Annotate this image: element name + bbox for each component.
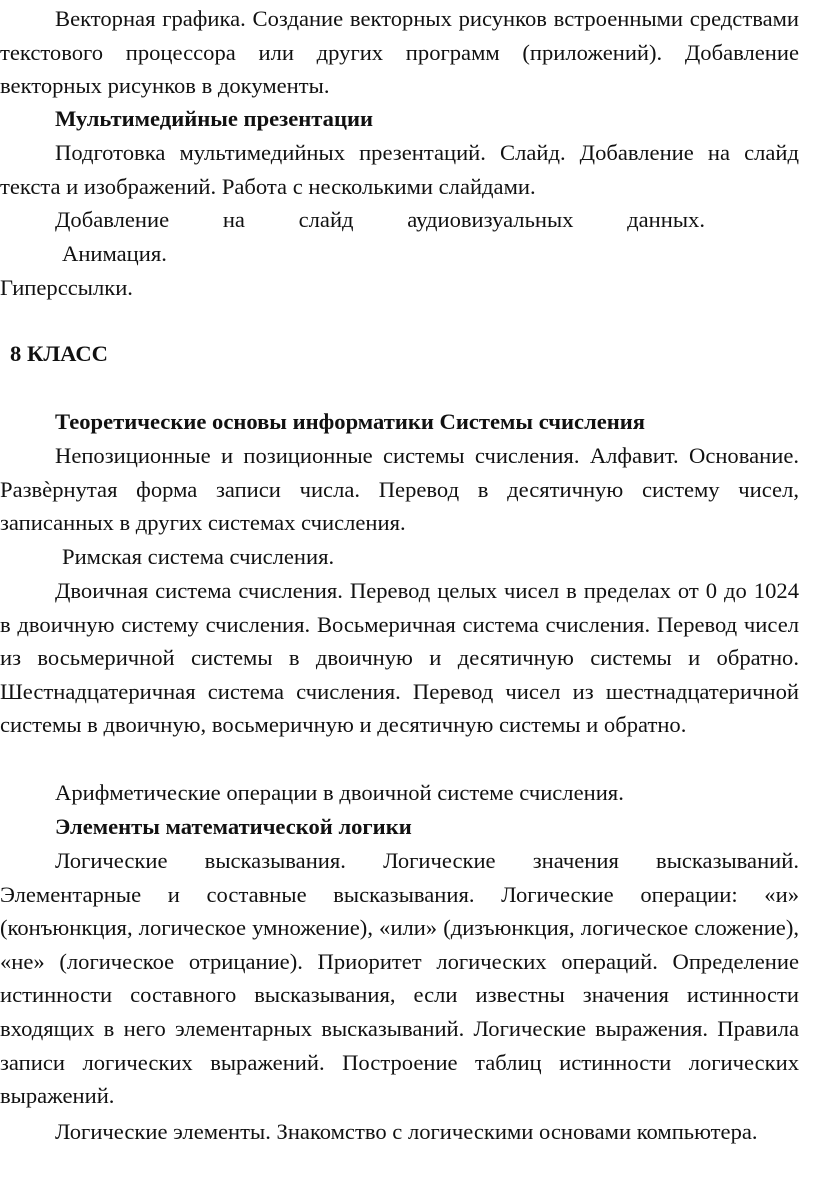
word: на [222, 207, 245, 232]
paragraph-numeral-systems: Непозиционные и позиционные системы счисления. Алфавит. Основание. Развѐрнутая форма записи числа. Перевод в десятичную систему чисел, записанных в других системах счисления. [0, 443, 799, 536]
paragraph-animation: Анимация. [62, 241, 167, 266]
word: Добавление [55, 207, 170, 232]
paragraph-hyperlinks: Гиперссылки. [0, 275, 133, 300]
paragraph-presentations: Подготовка мультимедийных презентаций. Слайд. Добавление на слайд текста и изображений. Работа с несколькими слайдами. [0, 140, 799, 199]
paragraph-logic-elements: Логические элементы. Знакомство с логическими основами компьютера. [55, 1119, 758, 1144]
paragraph-roman-numerals: Римская система счисления. [62, 544, 335, 569]
heading-multimedia-presentations: Мультимедийные презентации [55, 106, 374, 131]
paragraph-binary-arithmetic: Арифметические операции в двоичной системе счисления. [55, 780, 624, 805]
paragraph-vector-graphics: Векторная графика. Создание векторных рисунков встроенными средствами текстового процессора или других программ (приложений). Добавление векторных рисунков в документы. [0, 6, 799, 99]
paragraph-audiovisual-line [55, 203, 705, 237]
paragraph-logic-statements: Логические высказывания. Логические значения высказываний. Элементарные и составные высказывания. Логические операции: «и» (конъюнкция, логическое умножение), «или» (дизъюнкция, логическое сложение), «не» (логическое отрицание). Приоритет логических операций. Определение истинности составного высказывания, если известны значения истинности входящих в него элементарных высказываний. Логические выражения. Правила записи логических выражений. Построение таблиц истинности логических выражений. [0, 848, 799, 1109]
heading-theoretical-foundations: Теоретические основы информатики Системы счисления [55, 409, 646, 434]
word: данных. [627, 207, 705, 232]
word: слайд [298, 207, 354, 232]
heading-grade-8: 8 КЛАСС [10, 341, 108, 366]
heading-math-logic: Элементы математической логики [55, 814, 412, 839]
paragraph-binary-system: Двоичная система счисления. Перевод целых чисел в пределах от 0 до 1024 в двоичную систему счисления. Восьмеричная система счисления. Перевод чисел из восьмеричной системы в двоичную и десятичную системы и обратно. Шестнадцатеричная система счисления. Перевод чисел из шестнадцатеричной системы в двоичную, восьмеричную и десятичную системы и обратно. [0, 578, 799, 738]
word: аудиовизуальных [407, 207, 574, 232]
